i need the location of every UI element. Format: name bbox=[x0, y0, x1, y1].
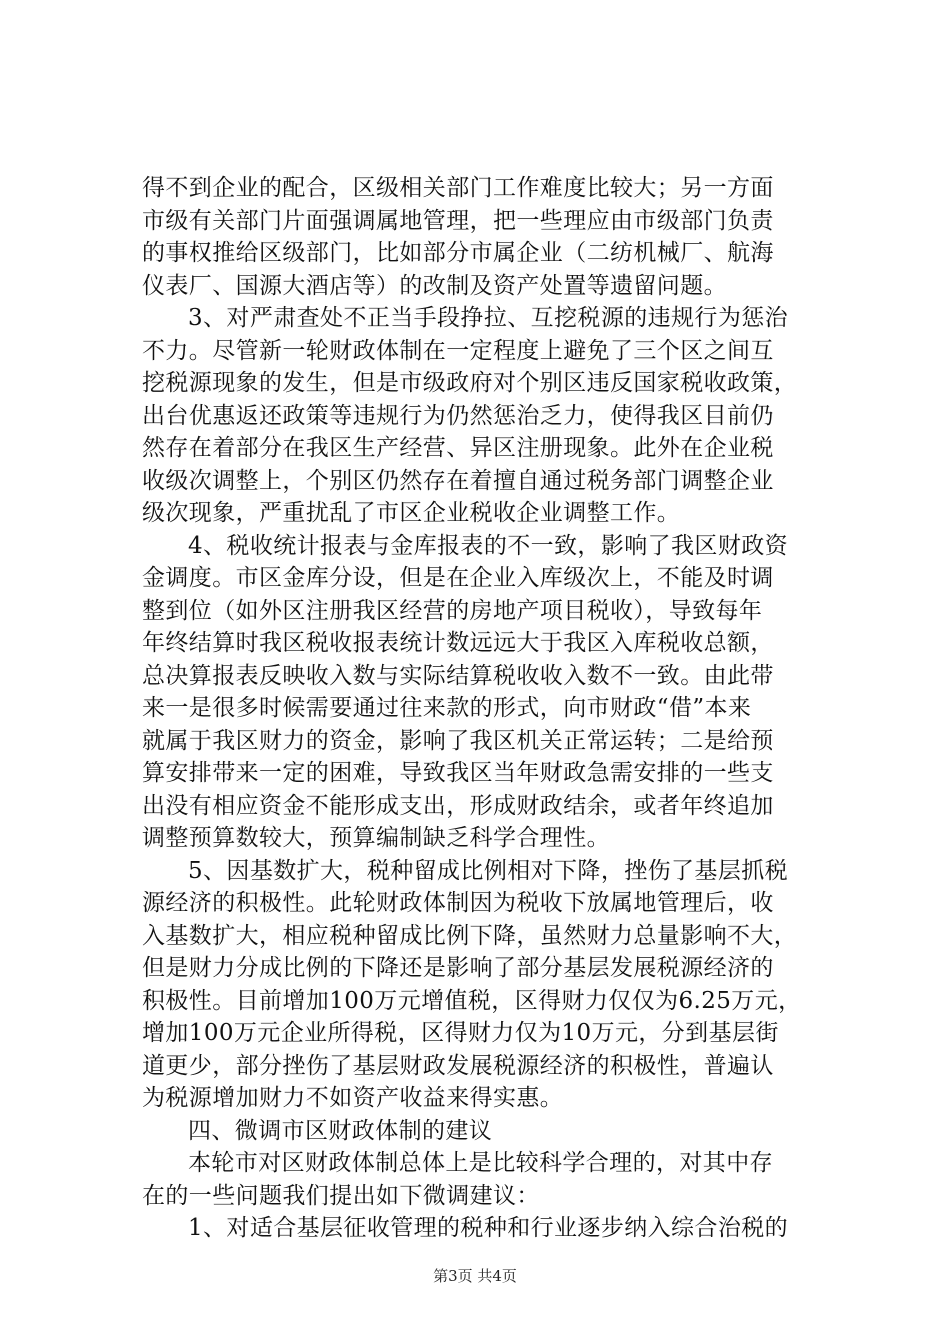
paragraph-start-line: 1、对适合基层征收管理的税种和行业逐步纳入综合治税的 bbox=[188, 1215, 789, 1241]
text-line: 积极性。目前增加100万元增值税，区得财力仅仅为6.25万元， bbox=[142, 987, 802, 1014]
text-line: 入基数扩大，相应税种留成比例下降，虽然财力总量影响不大， bbox=[142, 922, 798, 949]
text-line: 调整预算数较大，预算编制缺乏科学合理性。 bbox=[142, 825, 610, 851]
section-heading: 四、微调市区财政体制的建议 bbox=[188, 1117, 493, 1144]
text-line: 的事权推给区级部门，比如部分市属企业（二纺机械厂、航海 bbox=[142, 240, 774, 266]
text-line: 金调度。市区金库分设，但是在企业入库级次上，不能及时调 bbox=[142, 565, 774, 591]
text-line: 但是财力分成比例的下降还是影响了部分基层发展税源经济的 bbox=[142, 955, 774, 981]
paragraph-start-line: 5、因基数扩大，税种留成比例相对下降，挫伤了基层抓税 bbox=[188, 857, 789, 884]
paragraph-start-line: 3、对严肃查处不正当手段挣拉、互挖税源的违规行为惩治 bbox=[188, 305, 789, 331]
text-line: 出没有相应资金不能形成支出，形成财政结余，或者年终追加 bbox=[142, 792, 774, 819]
text-line: 出台优惠返还政策等违规行为仍然惩治乏力，使得我区目前仍 bbox=[142, 402, 774, 429]
document-body bbox=[142, 172, 842, 1245]
paragraph-start-line: 本轮市对区财政体制总体上是比较科学合理的，对其中存 bbox=[188, 1150, 773, 1176]
text-line: 增加100万元企业所得税，区得财力仅为10万元，分到基层街 bbox=[142, 1020, 779, 1046]
text-line: 总决算报表反映收入数与实际结算税收收入数不一致。由此带 bbox=[142, 662, 774, 689]
text-line: 就属于我区财力的资金，影响了我区机关正常运转；二是给预 bbox=[142, 727, 774, 754]
text-line: 仪表厂、国源大酒店等）的改制及资产处置等遗留问题。 bbox=[142, 272, 727, 299]
text-line: 收级次调整上，个别区仍然存在着擅自通过税务部门调整企业 bbox=[142, 467, 774, 494]
paragraph-start-line: 4、税收统计报表与金库报表的不一致，影响了我区财政资 bbox=[188, 532, 789, 559]
text-line: 道更少，部分挫伤了基层财政发展税源经济的积极性，普遍认 bbox=[142, 1052, 774, 1079]
text-line: 挖税源现象的发生，但是市级政府对个别区违反国家税收政策， bbox=[142, 370, 798, 396]
text-line: 源经济的积极性。此轮财政体制因为税收下放属地管理后，收 bbox=[142, 890, 774, 916]
text-line: 级次现象，严重扰乱了市区企业税收企业调整工作。 bbox=[142, 500, 681, 526]
text-line: 在的一些问题我们提出如下微调建议： bbox=[142, 1182, 540, 1209]
page-number-footer: 第3页 共4页 bbox=[433, 1267, 517, 1285]
text-line: 然存在着部分在我区生产经营、异区注册现象。此外在企业税 bbox=[142, 435, 774, 461]
text-line: 为税源增加财力不如资产收益来得实惠。 bbox=[142, 1085, 564, 1111]
text-line: 来一是很多时候需要通过往来款的形式，向市财政“借”本来 bbox=[142, 695, 752, 721]
text-line: 算安排带来一定的困难，导致我区当年财政急需安排的一些支 bbox=[142, 760, 774, 786]
text-line: 年终结算时我区税收报表统计数远远大于我区入库税收总额， bbox=[142, 630, 774, 656]
text-line: 得不到企业的配合，区级相关部门工作难度比较大；另一方面 bbox=[142, 175, 774, 201]
text-line: 不力。尽管新一轮财政体制在一定程度上避免了三个区之间互 bbox=[142, 337, 774, 364]
text-line: 市级有关部门片面强调属地管理，把一些理应由市级部门负责 bbox=[142, 207, 774, 234]
text-line: 整到位（如外区注册我区经营的房地产项目税收），导致每年 bbox=[142, 597, 763, 624]
